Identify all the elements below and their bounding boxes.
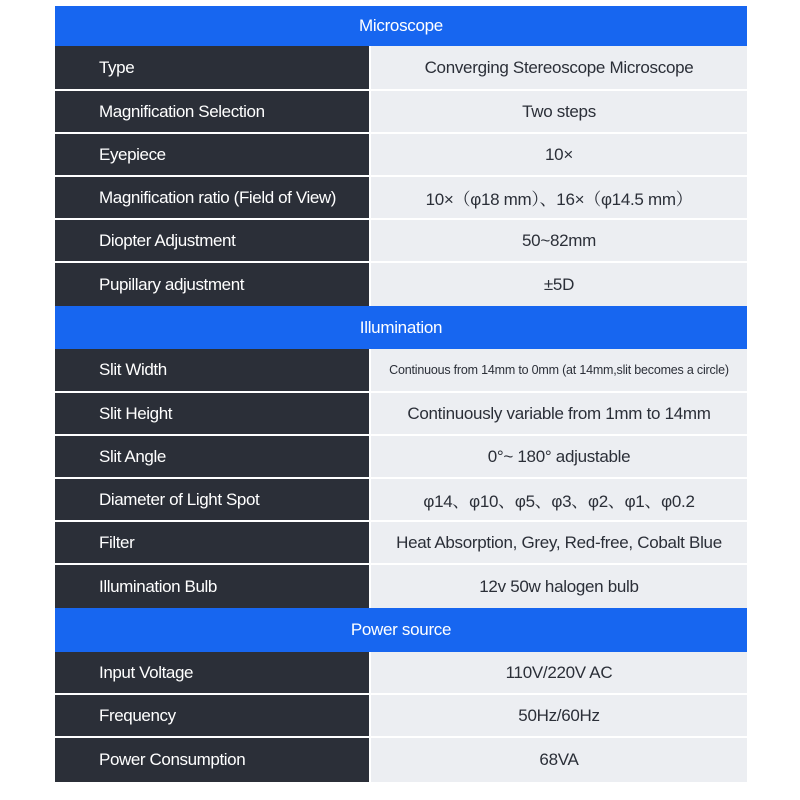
table-row xyxy=(55,220,747,263)
table-row xyxy=(55,565,747,608)
row-label: Pupillary adjustment xyxy=(55,263,371,306)
section-header-microscope: Microscope xyxy=(55,6,747,46)
row-label: Magnification ratio (Field of View) xyxy=(55,177,371,218)
row-label: Slit Angle xyxy=(55,436,371,477)
row-value: 50Hz/60Hz xyxy=(371,695,747,736)
row-value: 68VA xyxy=(371,738,747,782)
row-label: Diopter Adjustment xyxy=(55,220,371,261)
row-value: 10×（φ18 mm）、16×（φ14.5 mm） xyxy=(371,177,747,218)
table-row xyxy=(55,436,747,479)
table-row xyxy=(55,177,747,220)
row-label: Input Voltage xyxy=(55,652,371,693)
row-value: Heat Absorption, Grey, Red-free, Cobalt Blue xyxy=(371,522,747,563)
table-row xyxy=(55,695,747,738)
section-header-illumination: Illumination xyxy=(55,306,747,349)
table-row xyxy=(55,738,747,782)
table-row xyxy=(55,479,747,522)
table-row xyxy=(55,349,747,393)
table-row xyxy=(55,522,747,565)
section-header-power-source: Power source xyxy=(55,608,747,652)
spec-table xyxy=(55,6,747,782)
table-row xyxy=(55,46,747,91)
row-value: φ14、φ10、φ5、φ3、φ2、φ1、φ0.2 xyxy=(371,479,747,520)
row-label: Magnification Selection xyxy=(55,91,371,132)
row-value: 50~82mm xyxy=(371,220,747,261)
table-row xyxy=(55,263,747,306)
row-value: 10× xyxy=(371,134,747,175)
row-value: Converging Stereoscope Microscope xyxy=(371,46,747,89)
row-label: Type xyxy=(55,46,371,89)
table-row xyxy=(55,652,747,695)
row-label: Power Consumption xyxy=(55,738,371,782)
row-label: Filter xyxy=(55,522,371,563)
row-value: 110V/220V AC xyxy=(371,652,747,693)
table-row xyxy=(55,134,747,177)
table-row xyxy=(55,91,747,134)
row-label: Slit Width xyxy=(55,349,371,391)
row-label: Frequency xyxy=(55,695,371,736)
row-value: Continuously variable from 1mm to 14mm xyxy=(371,393,747,434)
row-value: 12v 50w halogen bulb xyxy=(371,565,747,608)
row-value: Two steps xyxy=(371,91,747,132)
row-label: Illumination Bulb xyxy=(55,565,371,608)
row-value: 0°~ 180° adjustable xyxy=(371,436,747,477)
row-label: Slit Height xyxy=(55,393,371,434)
table-row xyxy=(55,393,747,436)
row-label: Eyepiece xyxy=(55,134,371,175)
row-value: Continuous from 14mm to 0mm (at 14mm,slit becomes a circle) xyxy=(371,349,747,391)
row-label: Diameter of Light Spot xyxy=(55,479,371,520)
row-value: ±5D xyxy=(371,263,747,306)
